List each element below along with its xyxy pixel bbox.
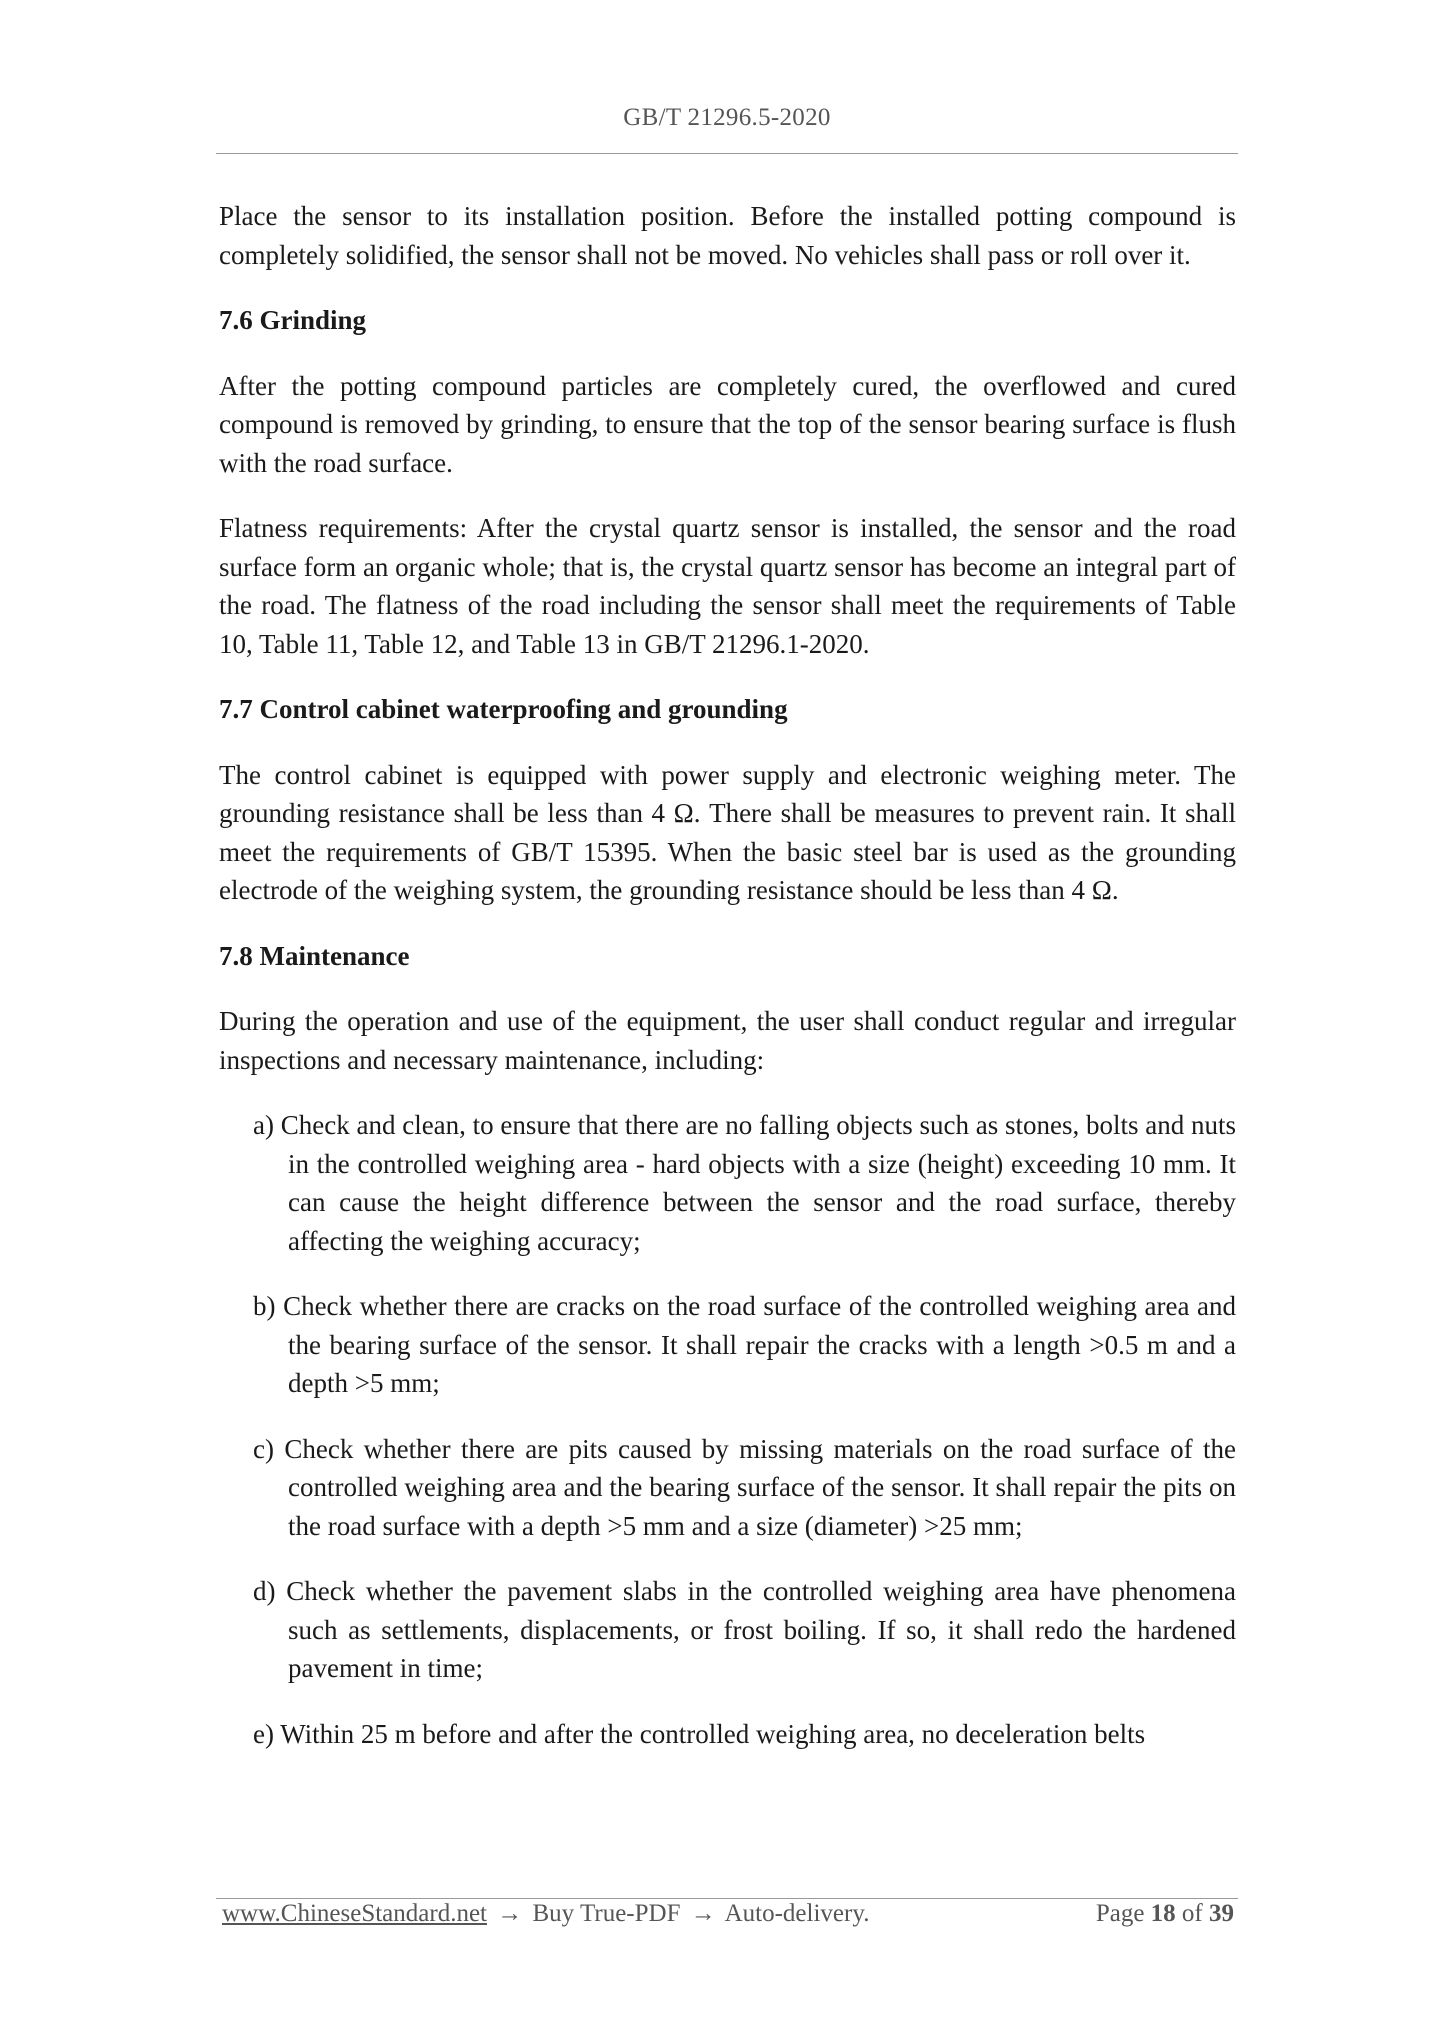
of-label: of: [1181, 1900, 1203, 1927]
list-marker: b): [253, 1291, 276, 1321]
list-item-text: Check and clean, to ensure that there are no falling objects such as stones, bolts and nuts in the controlled weighing area - hard objects with a size (height) exceeding 10 mm. It can cause the height difference between the sensor and the road surface, thereby affecting the weighing accuracy;: [280, 1110, 1237, 1256]
page-number: [1096, 1900, 1234, 1928]
flatness-paragraph: Flatness requirements: After the crystal quartz sensor is installed, the sensor and the road surface form an organic whole; that is, the crystal quartz sensor has become an integral part of the road. The flatness of the road including the sensor shall meet the requirements of Table 10, Table 11, Table 12, and Table 13 in GB/T 21296.1-2020.: [219, 513, 1236, 659]
list-item-text: Check whether there are pits caused by missing materials on the road surface of the controlled weighing area and the bearing surface of the sensor. It shall repair the pits on the road surface with a depth >5 mm and a size (diameter) >25 mm;: [284, 1433, 1236, 1541]
arrow-right-icon: →: [497, 1900, 523, 1927]
cabinet-paragraph: The control cabinet is equipped with power supply and electronic weighing meter. The grounding resistance shall be less than 4 Ω. There shall be measures to prevent rain. It shall meet the requirements of GB/T 15395. When the basic steel bar is used as the grounding electrode of the weighing system, the grounding resistance should be less than 4 Ω.: [219, 759, 1236, 905]
list-item-text: Within 25 m before and after the controlled weighing area, no deceleration belts: [280, 1718, 1146, 1749]
intro-paragraph: Place the sensor to its installation position. Before the installed potting compound is completely solidified, the sensor shall not be moved. No vehicles shall pass or roll over it.: [219, 201, 1236, 270]
maintenance-paragraph: During the operation and use of the equipment, the user shall conduct regular and irregular inspections and necessary maintenance, including:: [219, 1006, 1236, 1075]
total-pages: 39: [1209, 1900, 1234, 1927]
list-marker: e): [253, 1718, 274, 1749]
current-page: 18: [1150, 1900, 1176, 1927]
page-content: [219, 197, 1236, 1780]
section-heading-7-6: 7.6 Grinding: [219, 305, 367, 335]
page-footer: [222, 1900, 1234, 1928]
header-divider: [216, 153, 1238, 154]
buy-text: Buy True-PDF: [532, 1900, 681, 1927]
section-heading-7-7: 7.7 Control cabinet waterproofing and grounding: [219, 694, 788, 724]
maintenance-list: [219, 1106, 1236, 1753]
grinding-paragraph: After the potting compound particles are completely cured, the overflowed and cured compound is removed by grinding, to ensure that the top of the sensor bearing surface is flush with the road surface.: [219, 370, 1236, 478]
arrow-right-icon: →: [690, 1900, 716, 1927]
list-item: [253, 1715, 1236, 1754]
list-item: [253, 1572, 1236, 1688]
list-marker: d): [253, 1576, 276, 1606]
list-item-text: Check whether the pavement slabs in the controlled weighing area have phenomena such as settlements, displacements, or frost boiling. If so, it shall redo the hardened pavement in time;: [286, 1576, 1236, 1683]
footer-divider: [216, 1898, 1238, 1899]
list-marker: c): [253, 1433, 274, 1464]
list-item: [253, 1106, 1236, 1260]
list-item: [253, 1287, 1236, 1403]
list-item: [253, 1430, 1236, 1546]
page-label: Page: [1095, 1900, 1145, 1927]
website-link[interactable]: www.ChineseStandard.net: [222, 1900, 487, 1927]
running-header: GB/T 21296.5-2020: [623, 104, 831, 131]
list-item-text: Check whether there are cracks on the road surface of the controlled weighing area and the bearing surface of the sensor. It shall repair the cracks with a length >0.5 m and a depth >5 mm;: [283, 1291, 1236, 1398]
list-marker: a): [253, 1110, 274, 1140]
delivery-text: Auto-delivery.: [724, 1900, 870, 1927]
section-heading-7-8: 7.8 Maintenance: [219, 940, 410, 971]
footer-promo: [222, 1900, 869, 1928]
